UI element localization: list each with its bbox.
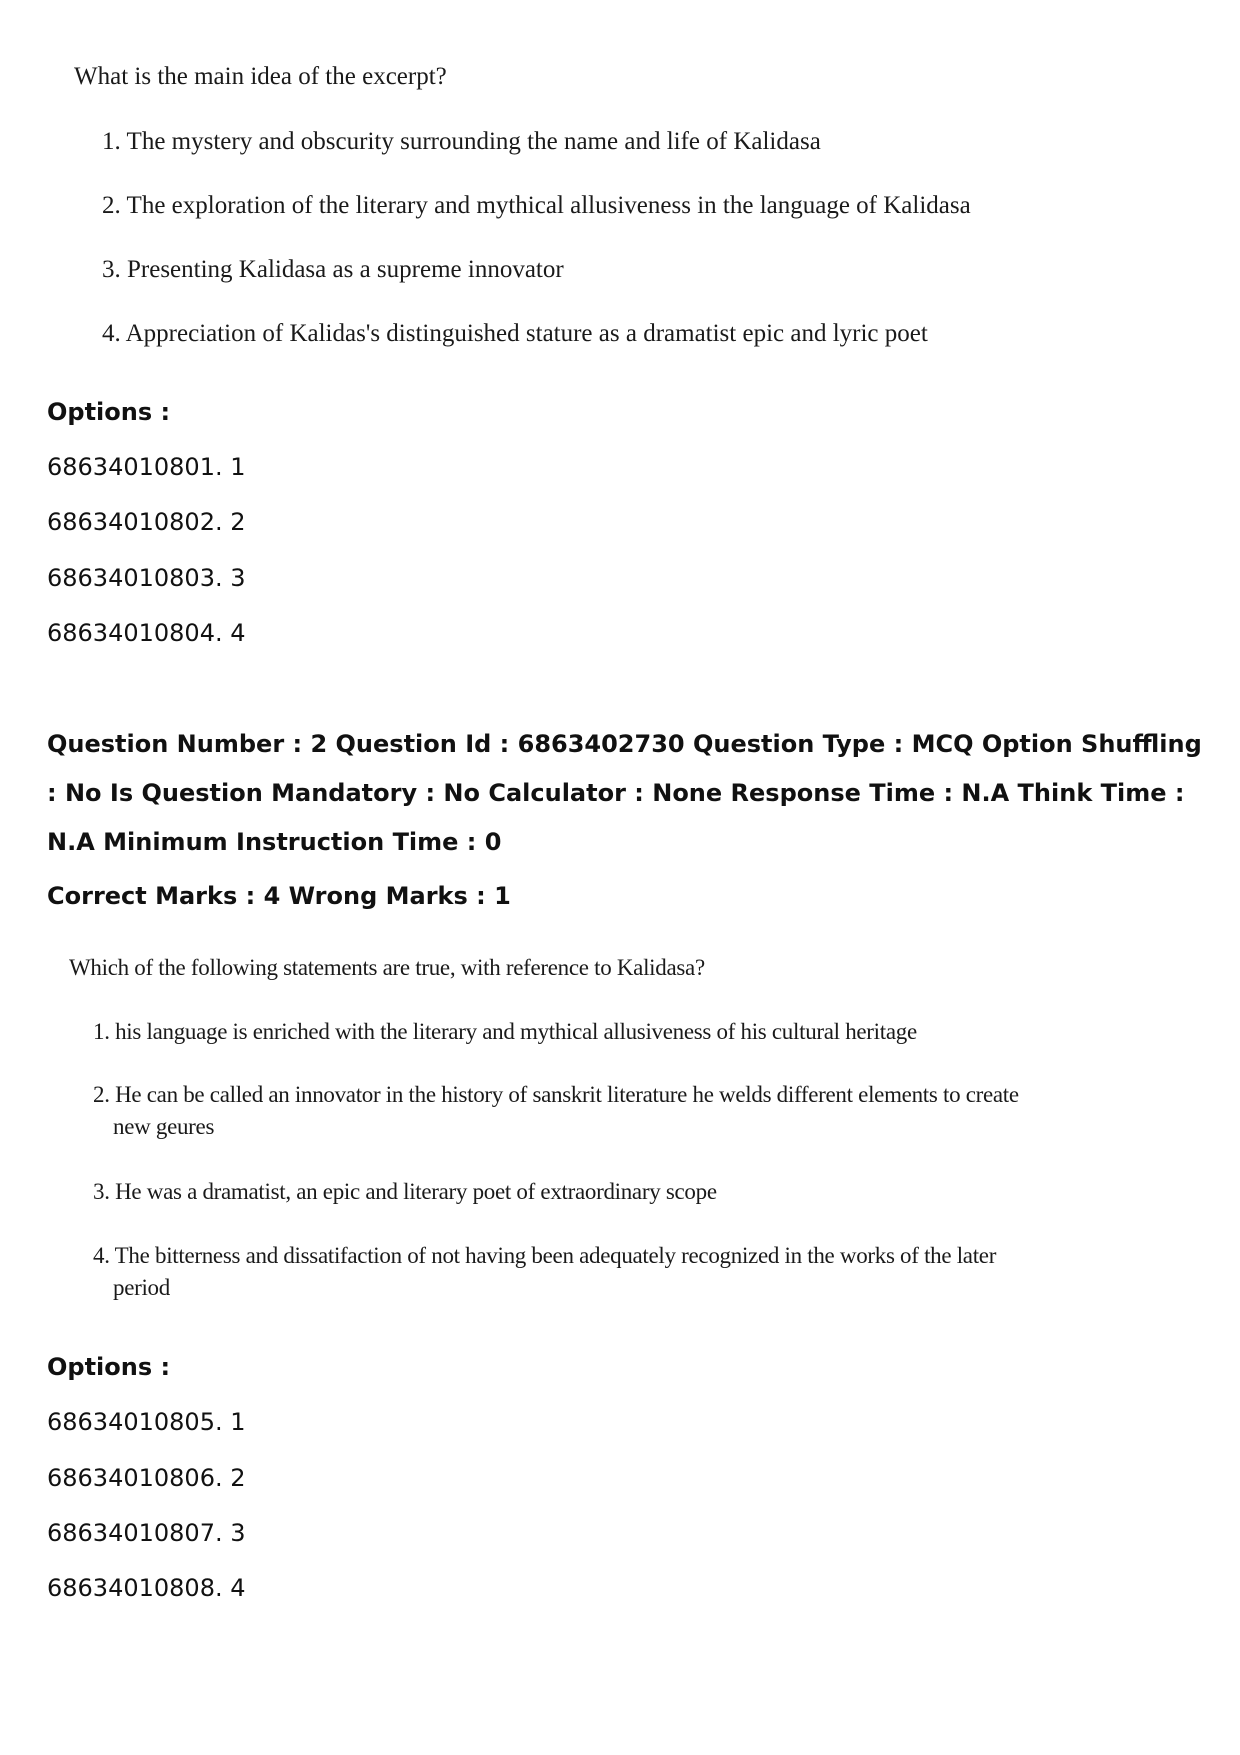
q1-excerpt bbox=[0, 0, 1240, 360]
q2-option-1: 68634010805. 1 bbox=[47, 1408, 246, 1436]
q2-excerpt bbox=[0, 940, 1240, 1320]
q2-item-3: 3. He was a dramatist, an epic and literary poet of extraordinary scope bbox=[93, 1179, 717, 1204]
q1-option-3: 68634010803. 3 bbox=[47, 564, 246, 592]
q2-item-4: 4. The bitterness and dissatifaction of not having been adequately recognized in the works of the later bbox=[93, 1243, 997, 1268]
q2-item-2: 2. He can be called an innovator in the history of sanskrit literature he welds different elements to create bbox=[93, 1082, 1019, 1107]
q1-item-1: 1. The mystery and obscurity surrounding the name and life of Kalidasa bbox=[102, 128, 821, 155]
q2-meta: Question Number : 2 Question Id : 6863402730 Question Type : MCQ Option Shuffling : No Is Question Mandatory : No Calculator : None Response Time : N.A Think Time : N.A Minimum Instruction Time : 0 bbox=[47, 730, 1202, 856]
q1-item-2: 2. The exploration of the literary and mythical allusiveness in the language of Kalidasa bbox=[102, 192, 971, 219]
q2-item-4-cont: period bbox=[113, 1275, 170, 1300]
q2-option-3: 68634010807. 3 bbox=[47, 1519, 246, 1547]
q2-option-4: 68634010808. 4 bbox=[47, 1574, 246, 1602]
q2-options-label: Options : bbox=[47, 1353, 171, 1381]
q2-option-2: 68634010806. 2 bbox=[47, 1464, 246, 1492]
q1-option-4: 68634010804. 4 bbox=[47, 619, 246, 647]
q2-stem: Which of the following statements are true, with reference to Kalidasa? bbox=[69, 955, 705, 980]
q1-option-1: 68634010801. 1 bbox=[47, 453, 246, 481]
q2-item-1: 1. his language is enriched with the literary and mythical allusiveness of his cultural heritage bbox=[93, 1019, 917, 1044]
q2-marks: Correct Marks : 4 Wrong Marks : 1 bbox=[47, 882, 511, 910]
q1-options-label: Options : bbox=[47, 398, 171, 426]
q1-item-3: 3. Presenting Kalidasa as a supreme innovator bbox=[102, 256, 564, 283]
q1-option-2: 68634010802. 2 bbox=[47, 508, 246, 536]
q2-item-2-cont: new geures bbox=[113, 1114, 215, 1139]
q1-stem: What is the main idea of the excerpt? bbox=[74, 63, 447, 90]
q1-item-4: 4. Appreciation of Kalidas's distinguished stature as a dramatist epic and lyric poet bbox=[102, 320, 928, 347]
